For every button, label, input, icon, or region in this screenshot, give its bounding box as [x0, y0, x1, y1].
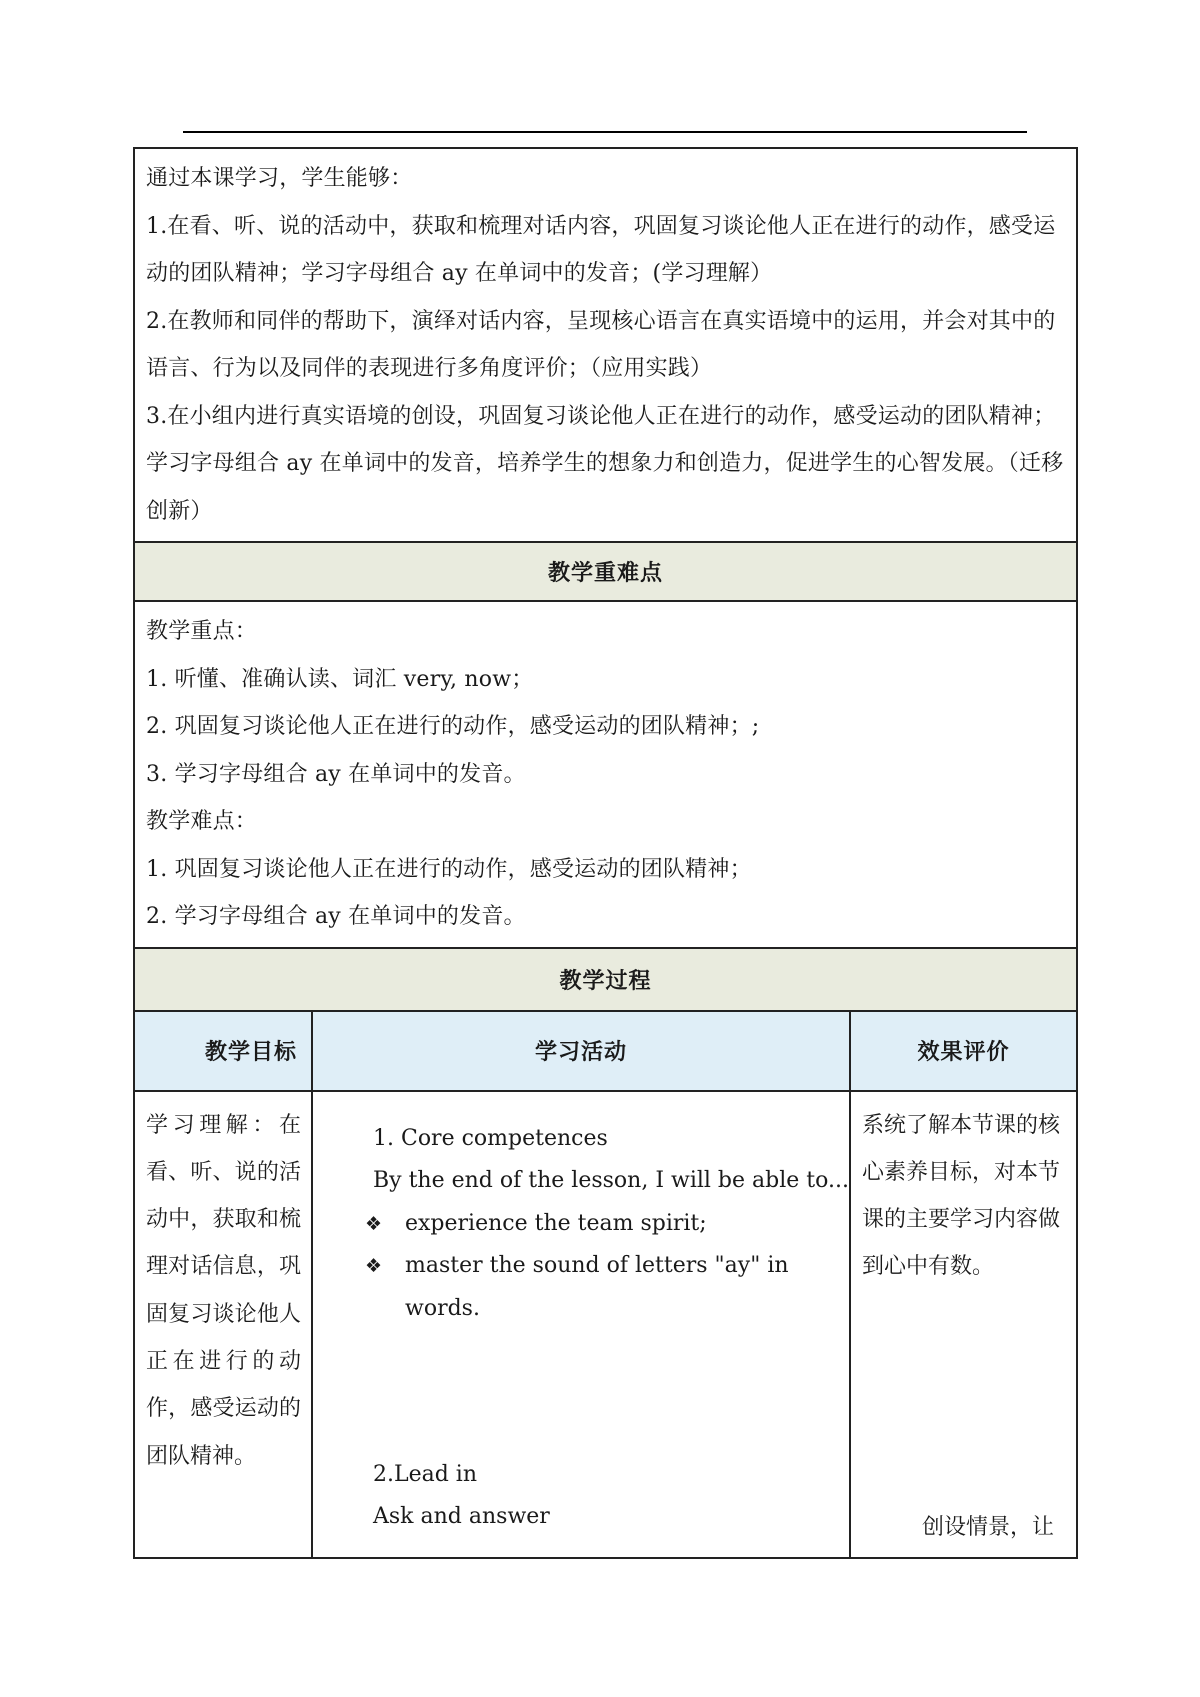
- key-points-title: 教学重难点: [135, 543, 1076, 602]
- bullet-text-2: master the sound of letters "ay" in words.: [405, 1253, 789, 1321]
- focus-item-2: 2. 巩固复习谈论他人正在进行的动作，感受运动的团队精神；;: [146, 714, 760, 739]
- process-header-row: [135, 1012, 1076, 1092]
- bullet-item: [365, 1203, 839, 1246]
- activity-heading-2: 2.Lead in: [373, 1461, 478, 1487]
- objectives-intro: 通过本课学习，学生能够：: [146, 166, 413, 191]
- evaluation-text-2: 创设情景，让: [921, 1514, 1054, 1540]
- difficulty-item-1: 1. 巩固复习谈论他人正在进行的动作，感受运动的团队精神；: [146, 856, 752, 882]
- process-title: 教学过程: [135, 949, 1076, 1012]
- lead-in-block: [373, 1454, 550, 1539]
- header-rule: [183, 131, 1027, 133]
- column-header-goal: 教学目标: [135, 1012, 313, 1090]
- evaluation-cell: [851, 1092, 1076, 1557]
- focus-item-1: 1. 听懂、准确认读、词汇 very, now；: [146, 666, 534, 692]
- difficulty-label: 教学难点：: [146, 809, 258, 834]
- objective-item-1: 1.在看、听、说的活动中，获取和梳理对话内容，巩固复习谈论他人正在进行的动作，感受运动的团队精神；学习字母组合 ay 在单词中的发音；(学习理解）: [146, 213, 1056, 286]
- activity-cell: [313, 1092, 851, 1557]
- activity-heading-1: 1. Core competences: [373, 1125, 608, 1151]
- activity-intro: By the end of the lesson, I will be able to...: [373, 1168, 849, 1193]
- diamond-bullet-icon: ❖: [365, 1212, 383, 1235]
- activity-sub-2: Ask and answer: [373, 1504, 550, 1529]
- key-points-section: [135, 602, 1076, 949]
- bullet-item: [365, 1245, 839, 1330]
- focus-item-3: 3. 学习字母组合 ay 在单词中的发音。: [146, 761, 526, 787]
- column-header-evaluation: 效果评价: [851, 1012, 1076, 1090]
- objectives-section: [135, 149, 1076, 543]
- evaluation-text: 系统了解本节课的核心素养目标，对本节课的主要学习内容做到心中有数。: [862, 1112, 1061, 1280]
- bullet-text-1: experience the team spirit;: [405, 1210, 707, 1236]
- process-row: [135, 1092, 1076, 1557]
- objective-item-3: 3.在小组内进行真实语境的创设，巩固复习谈论他人正在进行的动作，感受运动的团队精神；学习字母组合 ay 在单词中的发音，培养学生的想象力和创造力，促进学生的心智发展。（迁移创新）: [146, 403, 1064, 524]
- difficulty-item-2: 2. 学习字母组合 ay 在单词中的发音。: [146, 904, 526, 929]
- column-header-activity: 学习活动: [313, 1012, 851, 1090]
- objective-item-2: 2.在教师和同伴的帮助下，演绎对话内容，呈现核心语言在真实语境中的运用，并会对其中的语言、行为以及同伴的表现进行多角度评价；（应用实践）: [146, 308, 1056, 381]
- goal-cell: 学习理解：在看、听、说的活动中，获取和梳理对话信息，巩固复习谈论他人正在进行的动作，感受运动的团队精神。: [135, 1092, 313, 1557]
- focus-label: 教学重点：: [146, 619, 258, 644]
- lesson-plan-table: [133, 147, 1078, 1559]
- diamond-bullet-icon: ❖: [365, 1255, 383, 1277]
